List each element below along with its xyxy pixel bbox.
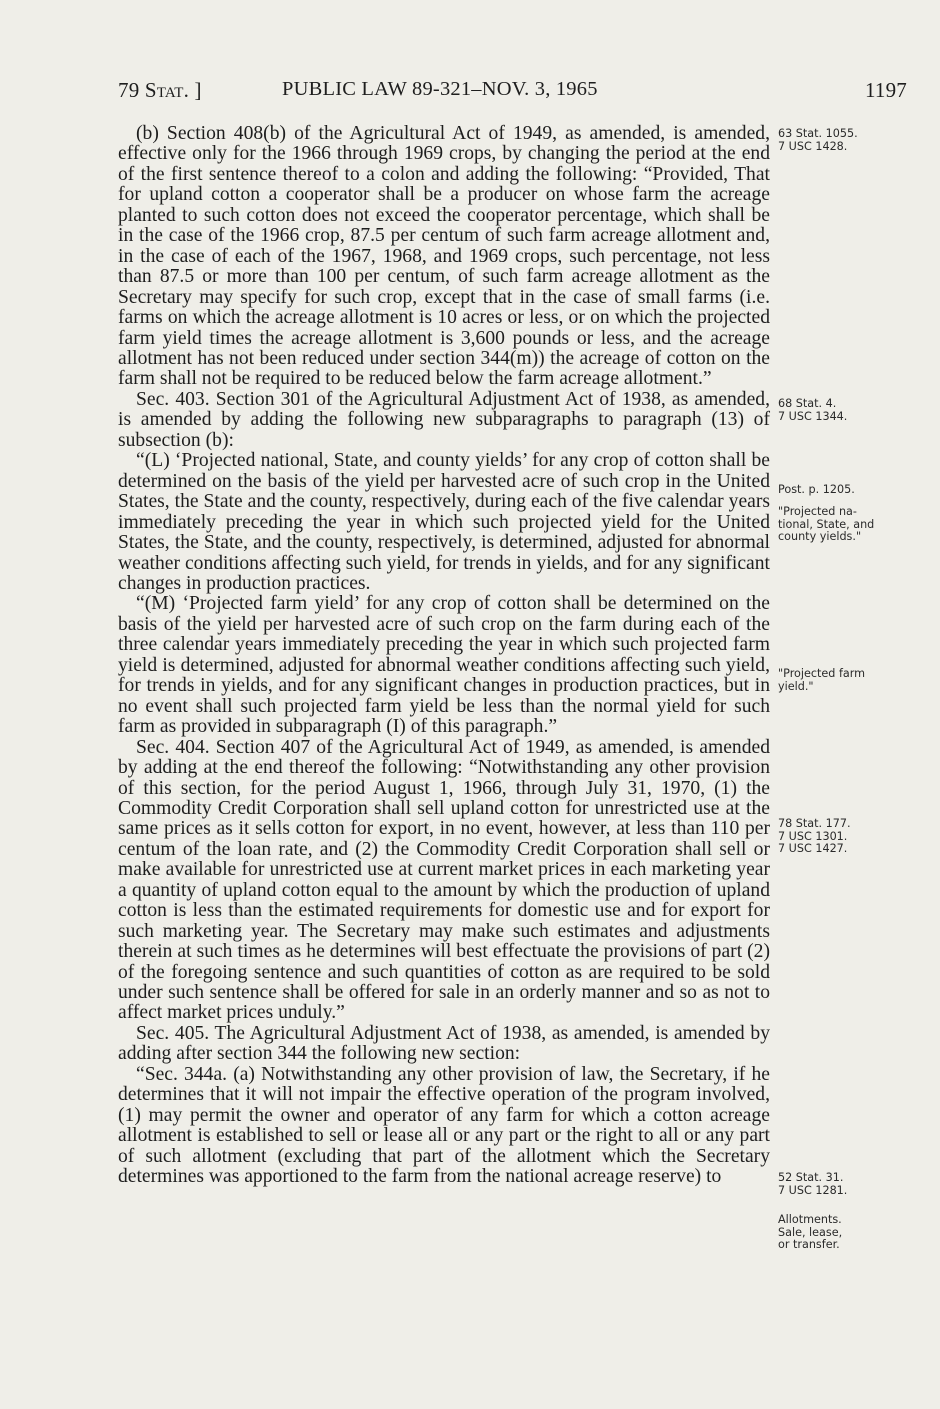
paragraph-sec-405: Sec. 405. The Agricultural Adjustment Act of 1938, as amended, is amended by adding after section 344 the following new section:: [118, 1022, 770, 1065]
paragraph-subpar-M: “(M) ‘Projected farm yield’ for any crop of cotton shall be determined on the basis of the yield per harvested acre of such crop on the farm during each of the three calendar years immediately preceding the year in which such projected farm yield is determined, adjusted for abnormal weather conditions affecting such yield, for trends in yields, and for any significant changes in production practices, but in no event shall such projected farm yield be less than the normal yield for such farm as provided in subparagraph (I) of this paragraph.”: [118, 593, 770, 738]
law-title: PUBLIC LAW 89-321–NOV. 3, 1965: [282, 78, 598, 100]
margin-note: 52 Stat. 31. 7 USC 1281.: [778, 1171, 848, 1197]
paragraph-sec-403: Sec. 403. Section 301 of the Agricultural Adjustment Act of 1938, as amended, is amended by adding the following new subparagraphs to paragraph (13) of subsection (b):: [118, 388, 770, 451]
paragraph-408b: (b) Section 408(b) of the Agricultural Act of 1949, as amended, is amended, effective only for the 1966 through 1969 crops, by changing the period at the end of the first sentence thereof to a colon and adding the following: “Provided, That for upland cotton a cooperator shall be a producer on whose farm the acreage planted to such cotton does not exceed the cooperator percentage, which shall be in the case of the 1966 crop, 87.5 per centum of such farm acreage allotment and, in the case of each of the 1967, 1968, and 1969 crops, such percentage, not less than 87.5 or more than 100 per centum, of such farm acreage allotment as the Secretary may specify for such crop, except that in the case of small farms (i.e. farms on which the acreage allotment is 10 acres or less, or on which the projected farm yield times the acreage allotment is 3,600 pounds or less, and the acreage allotment has not been reduced under section 344(m)) the acreage of cotton on the farm shall not be required to be reduced below the farm acreage allotment.”: [118, 123, 770, 390]
margin-note: 68 Stat. 4. 7 USC 1344.: [778, 397, 848, 423]
page-number: 1197: [864, 78, 907, 102]
margin-note: "Projected na- tional, State, and county yields.": [778, 505, 875, 543]
margin-notes: [778, 0, 928, 1409]
paragraph-sec-404: Sec. 404. Section 407 of the Agricultural Act of 1949, as amended, is amended by adding at the end thereof the following: “Notwithstanding any other provision of this section, for the period August 1, 1966, through July 31, 1970, (1) the Commodity Credit Corporation shall sell upland cotton for unrestricted use at the same prices as it sells cotton for export, in no event, however, at less than 110 per centum of the loan rate, and (2) the Commodity Credit Corporation shall sell or make available for unrestricted use at current market prices in each marketing year a quantity of upland cotton equal to the amount by which the production of upland cotton is less than the estimated requirements for domestic use and for export for such marketing year. The Secretary may make such estimates and adjustments therein at such times as he determines will best effectuate the provisions of part (2) of the foregoing sentence and such quantities of cotton as are required to be sold under such sentence shall be offered for sale in an orderly manner and so as not to affect market prices unduly.”: [118, 736, 770, 1024]
margin-note: Allotments. Sale, lease, or transfer.: [778, 1213, 843, 1251]
paragraph-sec-344a: “Sec. 344a. (a) Notwithstanding any other provision of law, the Secretary, if he determines that it will not impair the effective operation of the program involved, (1) may permit the owner and operator of any farm for which a cotton acreage allotment is established to sell or lease all or any part or the right to all or any part of such allotment (excluding that part of the allotment which the Secretary determines was apportioned to the farm from the national acreage reserve) to: [118, 1063, 770, 1188]
margin-note: 78 Stat. 177. 7 USC 1301. 7 USC 1427.: [778, 817, 851, 855]
margin-note: 63 Stat. 1055. 7 USC 1428.: [778, 127, 858, 153]
body-text: [118, 124, 770, 1188]
margin-note: Post. p. 1205.: [778, 483, 855, 496]
paragraph-subpar-L: “(L) ‘Projected national, State, and county yields’ for any crop of cotton shall be determined on the basis of the yield per harvested acre of such crop in the United States, the State and the county, respectively, during each of the five calendar years immediately preceding the year in which such projected yield for the United States, the State, and the county, respectively, is determined, adjusted for abnormal weather conditions affecting such yield, for trends in yields, and for any significant changes in production practices.: [118, 450, 770, 594]
volume-reference: 79 Stat. ]: [118, 78, 202, 102]
margin-note: "Projected farm yield.": [778, 667, 866, 693]
